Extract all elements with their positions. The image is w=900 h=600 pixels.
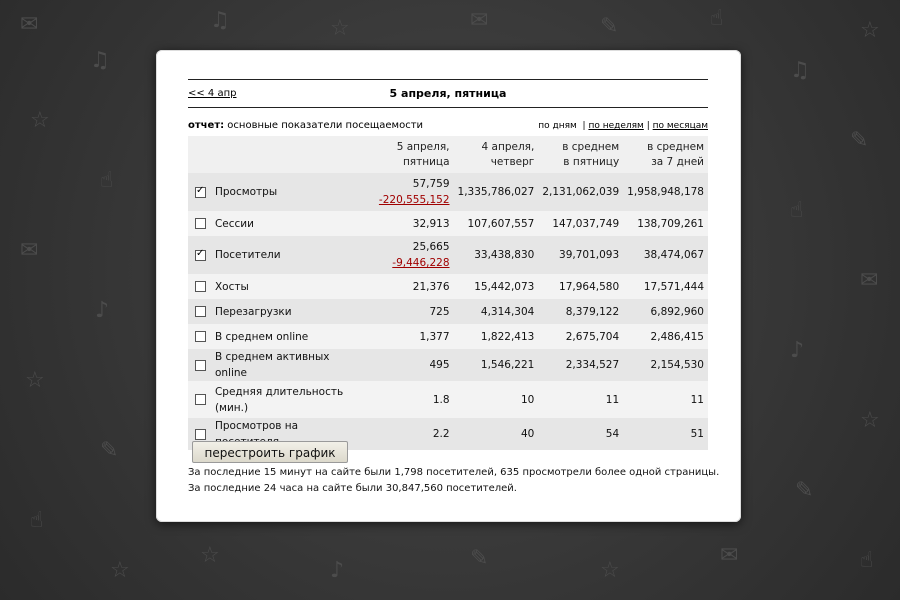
metric-avg-week: 1,958,948,178 [623, 173, 708, 211]
metric-yesterday: 4,314,304 [454, 299, 539, 324]
chat-icon: ✉ [20, 12, 39, 37]
metric-avg-week: 2,486,415 [623, 324, 708, 349]
metric-today: 1,377 [366, 324, 454, 349]
metric-avg-friday: 2,131,062,039 [538, 173, 623, 211]
metric-delta-link[interactable]: -9,446,228 [392, 257, 450, 269]
chat-icon: ✎ [850, 128, 869, 153]
metric-name: В среднем активных online [211, 349, 366, 381]
period-days[interactable]: по дням [538, 121, 577, 131]
period-separator: | [646, 121, 650, 131]
metric-checkbox[interactable] [195, 306, 206, 317]
star-icon: ☆ [860, 18, 880, 43]
metric-avg-friday: 8,379,122 [538, 299, 623, 324]
metric-name: Просмотры [211, 173, 366, 211]
metric-name: Хосты [211, 274, 366, 299]
metric-yesterday: 10 [454, 381, 539, 418]
star-icon: ☆ [110, 558, 130, 583]
stats-table [188, 136, 708, 450]
metric-checkbox[interactable] [195, 218, 206, 229]
star-icon: ☆ [860, 408, 880, 433]
chat-icon: ✎ [100, 438, 119, 463]
mail-icon: ✉ [720, 543, 739, 568]
metric-checkbox[interactable] [195, 394, 206, 405]
metric-delta-link[interactable]: -220,555,152 [378, 194, 450, 206]
metric-today: 725 [366, 299, 454, 324]
report-label: отчет: [188, 120, 225, 131]
date-navigation [188, 79, 708, 108]
current-date-title: 5 апреля, пятница [389, 87, 507, 100]
mail-icon: ✉ [860, 268, 879, 293]
metric-today: 25,665 -9,446,228 [366, 236, 454, 274]
metric-today: 495 [366, 349, 454, 381]
period-months-link[interactable]: по месяцам [652, 121, 708, 131]
metric-avg-friday: 2,675,704 [538, 324, 623, 349]
chat-icon: ✎ [470, 546, 489, 571]
stats-panel [156, 50, 741, 522]
report-header [188, 120, 708, 134]
metric-avg-friday: 39,701,093 [538, 236, 623, 274]
music-icon: ♪ [330, 558, 345, 583]
period-weeks-link[interactable]: по неделям [588, 121, 644, 131]
metric-yesterday: 40 [454, 418, 539, 450]
metric-checkbox[interactable] [195, 360, 206, 371]
chat-icon: ✎ [600, 14, 619, 39]
metric-today: 1.8 [366, 381, 454, 418]
metric-today: 21,376 [366, 274, 454, 299]
col-header-today: 5 апреля, пятница [366, 136, 454, 173]
table-header-row [188, 136, 708, 173]
metric-avg-week: 2,154,530 [623, 349, 708, 381]
metric-name: Просмотров на [211, 418, 366, 450]
metric-avg-week: 38,474,067 [623, 236, 708, 274]
metric-avg-week: 6,892,960 [623, 299, 708, 324]
col-header-avg-friday: в среднем в пятницу [538, 136, 623, 173]
metric-avg-friday: 147,037,749 [538, 211, 623, 236]
metric-checkbox[interactable] [195, 281, 206, 292]
table-row [188, 324, 708, 349]
info-last-15-min: За последние 15 минут на сайте были 1,798 посетителей, 635 просмотрели более одной страницы. [188, 467, 720, 478]
col-header-avg-week: в среднем за 7 дней [623, 136, 708, 173]
music-icon: ♪ [95, 298, 110, 323]
star-icon: ☆ [600, 558, 620, 583]
mail-icon: ✉ [470, 8, 489, 33]
metric-avg-week: 51 [623, 418, 708, 450]
metric-checkbox[interactable] [195, 250, 206, 261]
mail-icon: ✉ [20, 238, 39, 263]
star-icon: ☆ [25, 368, 45, 393]
music-icon: ♫ [790, 58, 810, 83]
metric-name: Перезагрузки [211, 299, 366, 324]
metric-name: Сессии [211, 211, 366, 236]
metric-yesterday: 1,546,221 [454, 349, 539, 381]
metric-avg-week: 17,571,444 [623, 274, 708, 299]
metric-yesterday: 107,607,557 [454, 211, 539, 236]
table-row [188, 211, 708, 236]
star-icon: ☆ [200, 543, 220, 568]
metric-avg-friday: 54 [538, 418, 623, 450]
metric-checkbox[interactable] [195, 187, 206, 198]
col-header-yesterday: 4 апреля, четверг [454, 136, 539, 173]
chat-icon: ✎ [795, 478, 814, 503]
metric-today: 2.2 [366, 418, 454, 450]
table-row [188, 381, 708, 418]
report-name: основные показатели посещаемости [227, 120, 424, 131]
metric-name: В среднем online [211, 324, 366, 349]
table-row [188, 299, 708, 324]
thumb-icon: ☝ [30, 508, 44, 533]
music-icon: ♫ [90, 48, 110, 73]
table-row [188, 173, 708, 211]
metric-checkbox[interactable] [195, 331, 206, 342]
star-icon: ☆ [330, 16, 350, 41]
metric-checkbox[interactable] [195, 429, 206, 440]
info-last-24-hours: За последние 24 часа на сайте были 30,847,560 посетителей. [188, 483, 517, 494]
metric-today: 57,759 -220,555,152 [366, 173, 454, 211]
rebuild-chart-button[interactable]: перестроить график [192, 441, 348, 463]
period-separator: | [582, 121, 586, 131]
metric-avg-week: 138,709,261 [623, 211, 708, 236]
thumb-icon: ☝ [710, 6, 724, 31]
star-icon: ☆ [30, 108, 50, 133]
music-icon: ♪ [790, 338, 805, 363]
table-row [188, 349, 708, 381]
table-row [188, 274, 708, 299]
metric-avg-week: 11 [623, 381, 708, 418]
prev-day-link[interactable]: << 4 апр [188, 88, 237, 99]
metric-yesterday: 33,438,830 [454, 236, 539, 274]
metric-avg-friday: 11 [538, 381, 623, 418]
metric-name: Посетители [211, 236, 366, 274]
metric-yesterday: 1,822,413 [454, 324, 539, 349]
metric-yesterday: 15,442,073 [454, 274, 539, 299]
metric-avg-friday: 2,334,527 [538, 349, 623, 381]
metric-yesterday: 1,335,786,027 [454, 173, 539, 211]
period-switcher [538, 121, 708, 131]
thumb-icon: ☝ [790, 198, 804, 223]
thumb-icon: ☝ [860, 548, 874, 573]
metric-name: Средняя длительность (мин.) [211, 381, 366, 418]
thumb-icon: ☝ [100, 168, 114, 193]
music-icon: ♫ [210, 8, 230, 33]
metric-avg-friday: 17,964,580 [538, 274, 623, 299]
table-row [188, 236, 708, 274]
metric-today: 32,913 [366, 211, 454, 236]
